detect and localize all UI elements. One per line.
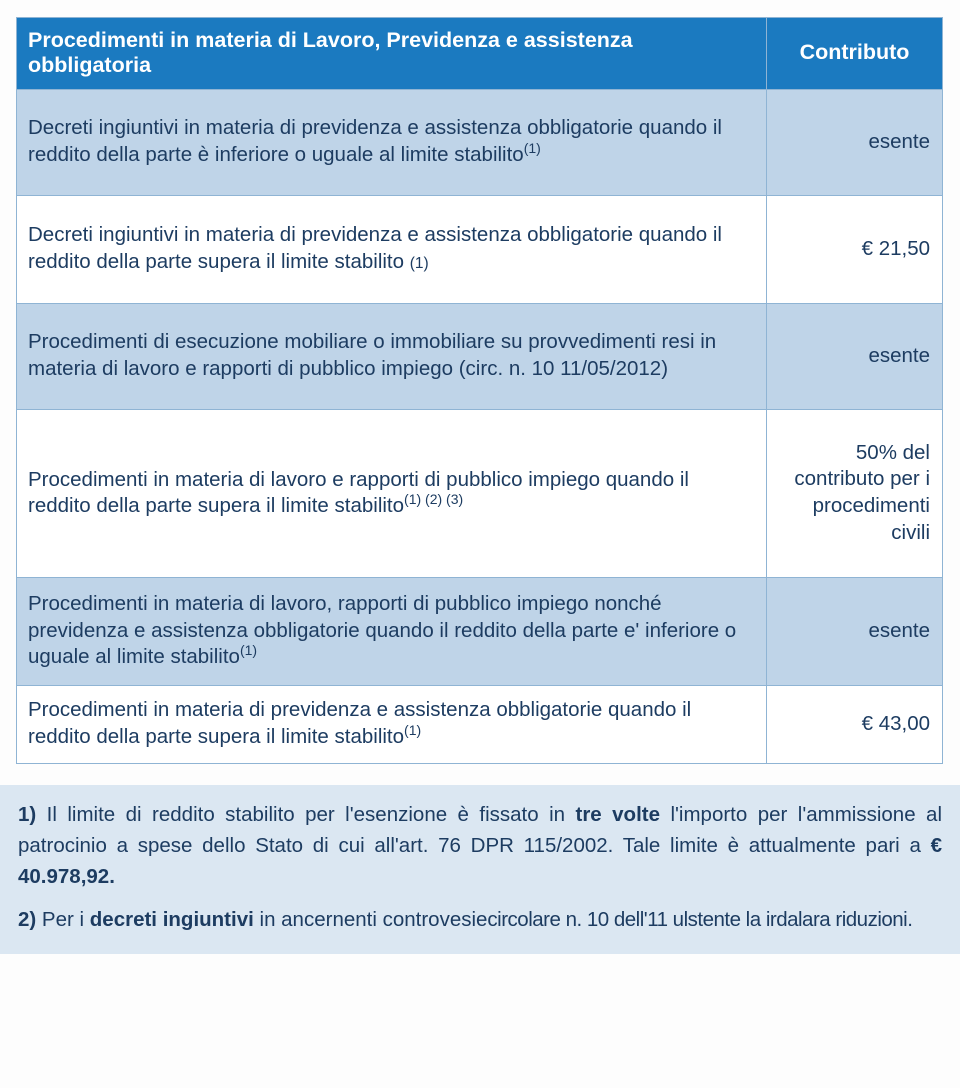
row-footnote-marks: (1) xyxy=(409,254,429,272)
row-contribution-cell: esente xyxy=(767,303,943,409)
row-description-text: Procedimenti in materia di lavoro e rapporti di pubblico impiego quando il reddito della parte supera il limite stabilito xyxy=(28,467,689,518)
row-footnote-marks: (1) xyxy=(239,642,258,659)
footnotes-block xyxy=(0,785,960,954)
table-row xyxy=(17,195,943,303)
table-row xyxy=(17,303,943,409)
footnote-2-bold-a: decreti ingiuntivi xyxy=(89,908,254,932)
row-contribution-cell: esente xyxy=(767,89,943,195)
footnote-2-text-c: circolare n. 10 dell'11 ulstente la irdalara riduzioni. xyxy=(487,908,913,932)
footnote-1-text-b: l'importo per l'ammissione al patrocinio a spese dello Stato di cui all'art. 76 DPR 115/2002. Tale limite è attualmente pari a xyxy=(18,803,943,858)
row-contribution-cell: € 21,50 xyxy=(767,195,943,303)
row-description-cell xyxy=(17,195,767,303)
row-contribution-cell: € 43,00 xyxy=(767,685,943,763)
row-description-text: Procedimenti in materia di lavoro, rapporti di pubblico impiego nonché previdenza e assistenza obbligatorie quando il reddito della parte e' inferiore o uguale al limite stabilito xyxy=(28,591,737,669)
column-header-description: Procedimenti in materia di Lavoro, Previdenza e assistenza obbligatoria xyxy=(17,18,767,90)
row-description-text: Procedimenti in materia di previdenza e assistenza obbligatorie quando il reddito della parte supera il limite stabilito xyxy=(28,698,692,748)
row-footnote-marks: (1) xyxy=(523,140,541,157)
footnote-2-marker: 2) xyxy=(18,908,37,932)
row-contribution-cell: esente xyxy=(767,577,943,685)
row-contribution-cell: 50% del contributo per i procedimenti civili xyxy=(767,409,943,577)
row-description-cell xyxy=(17,89,767,195)
row-description-text: Procedimenti di esecuzione mobiliare o immobiliare su provvedimenti resi in materia di lavoro e rapporti di pubblico impiego (circ. n. 10 11/05/2012) xyxy=(28,330,717,380)
row-description-text: Decreti ingiuntivi in materia di previdenza e assistenza obbligatorie quando il reddito della parte è inferiore o uguale al limite stabilito xyxy=(28,116,722,166)
footnote-1-bold-a: tre volte xyxy=(575,803,660,826)
table-header xyxy=(17,18,943,90)
footnote-1-bold-b: € 40.978,92. xyxy=(18,834,942,889)
table-row xyxy=(17,577,943,685)
footnote-2-text-a: Per i xyxy=(36,908,90,932)
row-description-cell xyxy=(17,409,767,577)
fee-table-container xyxy=(16,17,942,764)
row-description-cell xyxy=(17,577,767,685)
row-footnote-marks: (1) (2) (3) xyxy=(404,491,464,508)
row-description-cell xyxy=(17,685,767,763)
row-description-cell xyxy=(17,303,767,409)
footnote-1-marker: 1) xyxy=(18,803,37,826)
footnote-2 xyxy=(18,904,942,935)
table-row xyxy=(17,409,943,577)
table-row xyxy=(17,89,943,195)
footnote-1-text-a: Il limite di reddito stabilito per l'esenzione è fissato in xyxy=(36,803,576,826)
table-row xyxy=(17,685,943,763)
footnote-2-text-b: in ancernenti controvesie xyxy=(253,908,488,932)
table-body xyxy=(17,89,943,763)
table-header-row xyxy=(17,18,943,90)
row-footnote-marks: (1) xyxy=(404,722,422,739)
fee-table xyxy=(16,17,943,764)
row-description-text: Decreti ingiuntivi in materia di previdenza e assistenza obbligatorie quando il reddito della parte supera il limite stabilito xyxy=(28,223,722,273)
footnote-1 xyxy=(18,799,942,892)
column-header-contribution: Contributo xyxy=(767,18,943,90)
